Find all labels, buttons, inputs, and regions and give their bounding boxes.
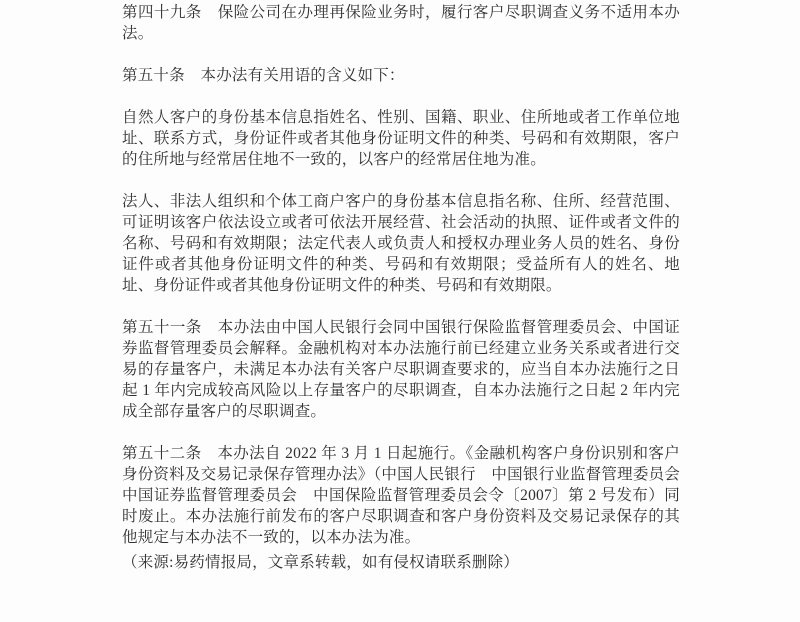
document-text-block	[122, 2, 696, 573]
paragraph-legal-person-definition: 法人、非法人组织和个体工商户客户的身份基本信息指名称、住所、经营范围、可证明该客户依法设立或者可依法开展经营、社会活动的执照、证件或者文件的名称、号码和有效期限；法定代表人或负责人和授权办理业务人员的姓名、身份证件或者其他身份证明文件的种类、号码和有效期限；受益所有人的姓名、地址、身份证件或者其他身份证明文件的种类、号码和有效期限。	[122, 193, 680, 294]
source-attribution: （来源:易药情报局，文章系转载，如有侵权请联系删除）	[122, 554, 520, 571]
paragraph-article-51: 第五十一条 本办法由中国人民银行会同中国银行保险监督管理委员会、中国证券监督管理委员会解释。金融机构对本办法施行前已经建立业务关系或者进行交易的存量客户，未满足本办法有关客户尽职调查要求的，应当自本办法施行之日起 1 年内完成较高风险以上存量客户的尽职调查，自本办法施行之日起 2 年内完成全部存量客户的尽职调查。	[122, 319, 680, 420]
paragraph-article-50: 第五十条 本办法有关用语的含义如下：	[122, 67, 405, 84]
paragraph-article-52: 第五十二条 本办法自 2022 年 3 月 1 日起施行。《金融机构客户身份识别和客户身份资料及交易记录保存管理办法》（中国人民银行 中国银行业监督管理委员会 中国证券监督管理委员会 中国保险监督管理委员会令〔2007〕第 2 号发布）同时废止。本办法施行前发布的客户尽职调查和客户身份资料及交易记录保存的其他规定与本办法不一致的，以本办法为准。	[122, 445, 696, 546]
paragraph-natural-person-definition: 自然人客户的身份基本信息指姓名、性别、国籍、职业、住所地或者工作单位地址、联系方式，身份证件或者其他身份证明文件的种类、号码和有效期限，客户的住所地与经常居住地不一致的，以客户的经常居住地为准。	[122, 109, 680, 168]
paragraph-article-49: 第四十九条 保险公司在办理再保险业务时，履行客户尽职调查义务不适用本办法。	[122, 4, 680, 42]
